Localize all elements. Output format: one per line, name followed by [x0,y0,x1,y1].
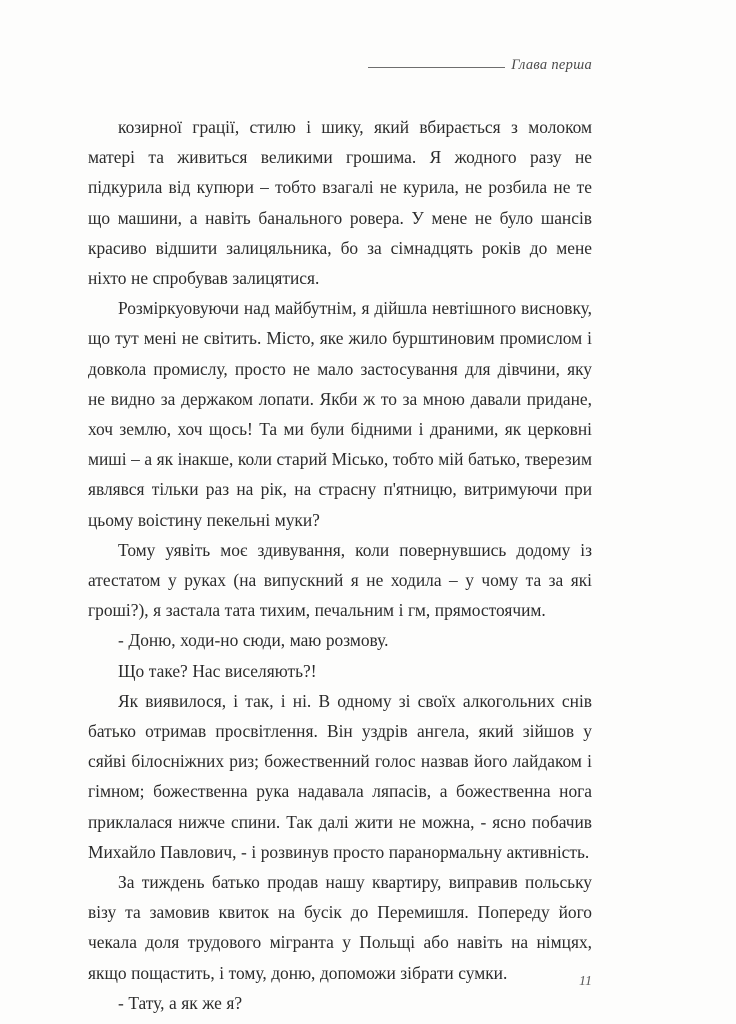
running-head-rule [368,67,505,68]
body-text [88,112,592,1018]
paragraph-dialogue-what-about-me: - Тату, а як же я? [118,992,243,1013]
paragraph-dialogue-question: Що таке? Нас виселяють?! [118,660,317,681]
paragraph-surprise: Тому уявіть моє здивування, коли повернувшись додому із атестатом у руках (на випускний я не ходила – у чому та за які гроші?), я застала тата тихим, печальним і гм, прямостоячим. [88,539,592,621]
paragraph-dialogue-daughter-call: - Доню, ходи-но сюди, маю розмову. [118,630,389,651]
paragraph-reflection: Розміркуовуючи над майбутнім, я дійшла невтішного висновку, що тут мені не світить. Місто, яке жило бурштиновим промислом і довкола промислу, просто не мало застосування для дівчини, яку не видно за держаком лопати. Якби ж то за мною давали придане, хоч землю, хоч щось! Та ми були бідними і драними, як церковні миші – а як інакше, коли старий Місько, тобто мій батько, тверезим являвся тільки раз на рік, на страсну п'ятницю, витримуючи при цьому воістину пекельні муки? [88,298,592,530]
paragraph-continued: козирної грації, стилю і шику, який вбирається з молоком матері та живиться великими грошима. Я жодного разу не підкурила від купюри – тобто взагалі не курила, не розбила не те що машини, а навіть банального ровера. У мене не було шансів красиво відшити залицяльника, бо за сімнадцять років до мене ніхто не спробував залицятися. [88,117,592,289]
paragraph-angel-vision: Як виявилося, і так, і ні. В одному зі своїх алкогольних снів батько отримав просвітлення. Він уздрів ангела, який зійшов у сяйві білосніжних риз; божественний голос назвав його лайдаком і гімном; божественна рука надавала ляпасів, а божественна нога приклалася нижче спини. Так далі жити не можна, - ясно побачив Михайло Павлович, - і розвинув просто паранормальну активність. [88,690,592,862]
running-head [88,50,592,72]
page-number: 11 [579,974,592,989]
chapter-title: Глава перша [511,56,592,73]
paragraph-week-later: За тиждень батько продав нашу квартиру, виправив польську візу та замовив квиток на бусік до Перемишля. Попереду його чекала доля трудового мігранта у Польщі або навіть на німцях, якщо пощастить, і тому, доню, допоможи зібрати сумки. [88,872,592,983]
